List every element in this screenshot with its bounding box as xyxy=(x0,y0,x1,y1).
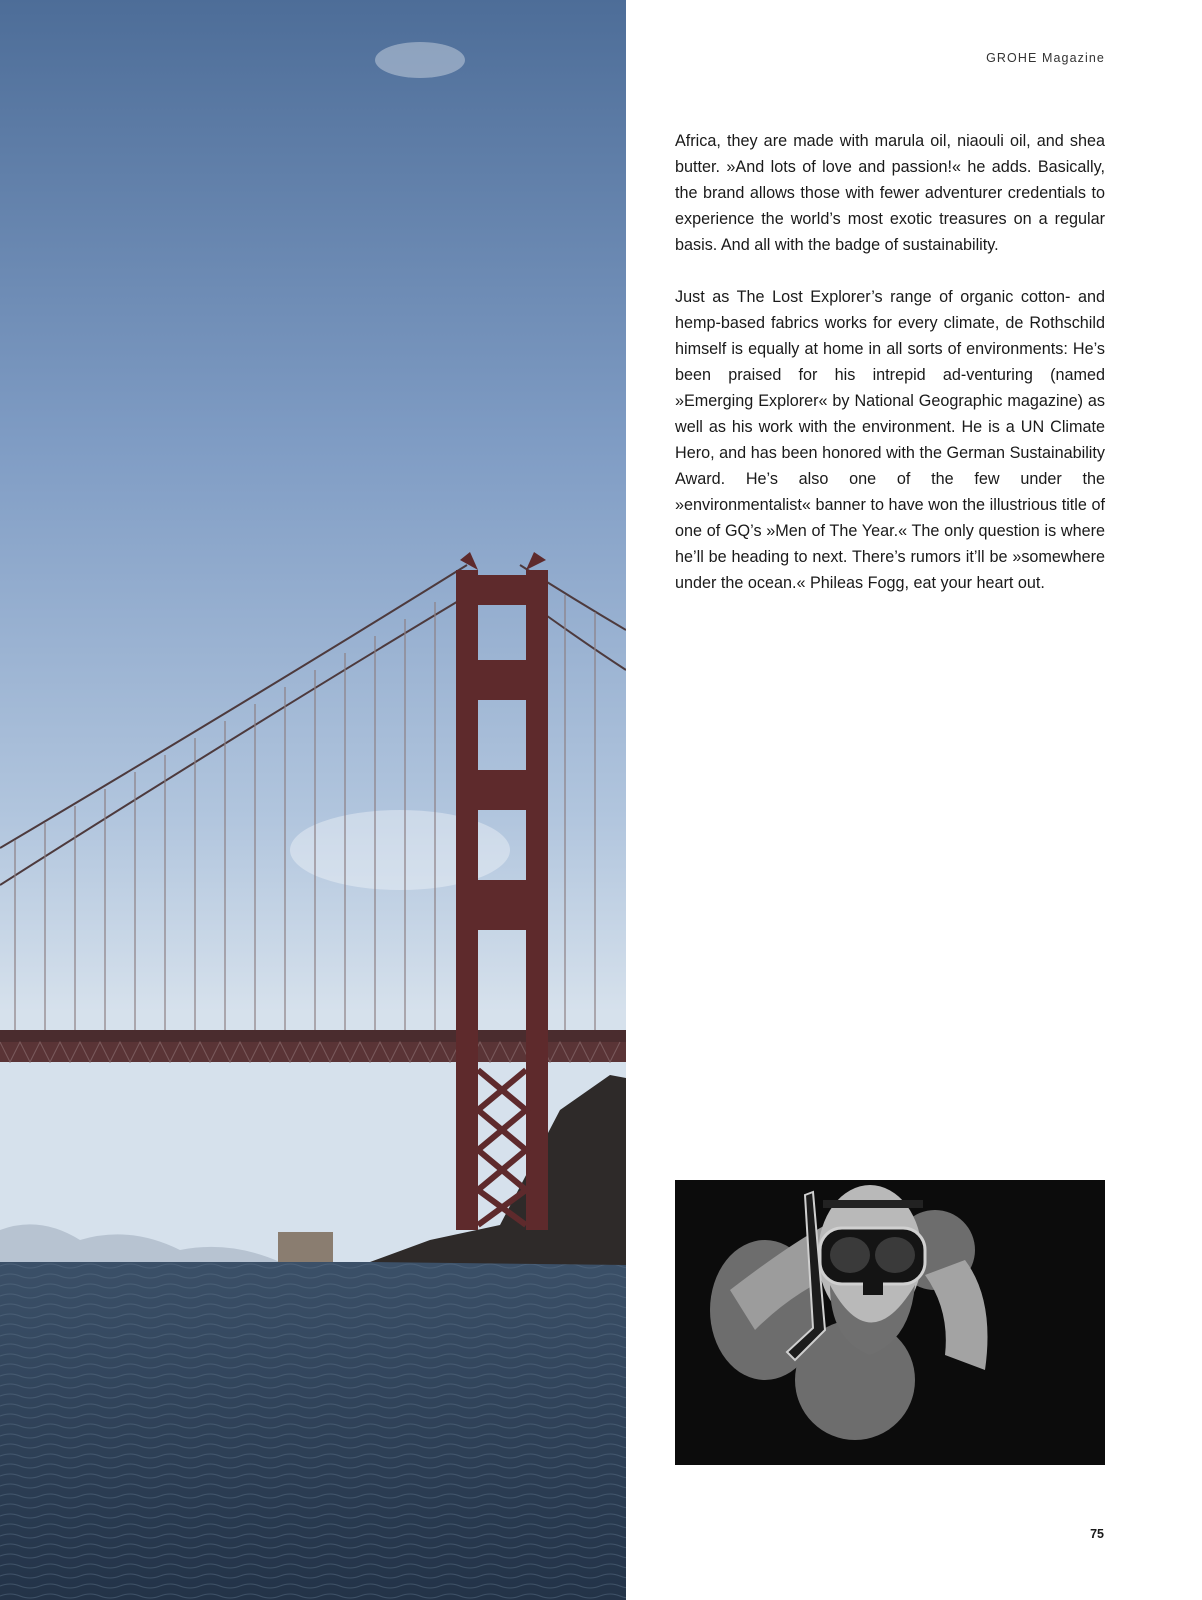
article-body xyxy=(675,128,1105,622)
article-paragraph: Africa, they are made with marula oil, niaouli oil, and shea butter. »And lots of love and passion!« he adds. Basically, the brand allows those with fewer adventurer credentials to experience the world’s most exotic treasures on a regular basis. And all with the badge of sustainability. xyxy=(675,132,1105,254)
magazine-header-label: GROHE Magazine xyxy=(986,51,1105,65)
diver-with-mask-photo xyxy=(675,1180,1105,1465)
article-paragraph: Just as The Lost Explorer’s range of organic cotton- and hemp-based fabrics works for every climate, de Rothschild himself is equally at home in all sorts of environments: He’s been praised for his intrepid ad-venturing (named »Emerging Explorer« by National Geographic magazine) as well as his work with the environment. He is a UN Climate Hero, and has been honored with the German Sustainability Award. He’s also one of the few under the »environmentalist« banner to have won the illustrious title of one of GQ’s »Men of The Year.« The only question is where he’ll be heading to next. There’s rumors it’ll be »somewhere under the ocean.« Phileas Fogg, eat your heart out. xyxy=(675,288,1105,592)
page-number: 75 xyxy=(1090,1527,1104,1541)
